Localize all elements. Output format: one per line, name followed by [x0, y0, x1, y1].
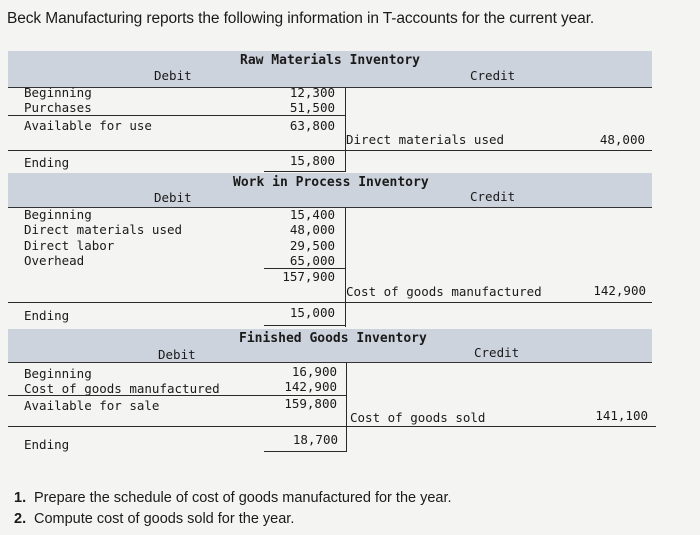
fg-available-label: Available for sale — [24, 398, 160, 413]
raw-ending-divider — [345, 150, 346, 172]
fg-ending-value: 18,700 — [292, 432, 338, 447]
fg-credit-label: Credit — [474, 345, 520, 360]
fg-t-divider — [346, 362, 347, 452]
raw-credit-label: Credit — [470, 68, 516, 83]
wip-title: Work in Process Inventory — [233, 175, 429, 190]
raw-ending-value: 15,800 — [289, 153, 335, 168]
wip-beginning-value: 15,400 — [289, 207, 335, 222]
raw-purchases-label: Purchases — [24, 100, 92, 115]
wip-credit-item-value: 142,900 — [593, 283, 646, 298]
raw-beginning-value: 12,300 — [289, 85, 335, 100]
raw-ending-underline — [264, 171, 345, 172]
raw-available-label: Available for use — [24, 118, 152, 133]
wip-dm-label: Direct materials used — [24, 222, 183, 237]
fg-balance-line — [8, 426, 656, 427]
question-item — [14, 509, 452, 530]
wip-oh-value: 65,000 — [289, 253, 335, 268]
wip-dl-label: Direct labor — [24, 238, 115, 253]
fg-available-value: 159,800 — [284, 396, 337, 411]
wip-credit-item-label: Cost of goods manufactured — [346, 284, 542, 299]
question-text: Compute cost of goods sold for the year. — [34, 511, 295, 527]
fg-debit-label: Debit — [158, 347, 196, 362]
question-list — [14, 488, 452, 530]
fg-ending-label: Ending — [24, 437, 70, 452]
wip-beginning-label: Beginning — [24, 207, 92, 222]
raw-available-value: 63,800 — [289, 118, 335, 133]
fg-ending-underline — [264, 451, 346, 452]
wip-dm-value: 48,000 — [289, 222, 335, 237]
fg-credit-item-label: Cost of goods sold — [350, 410, 486, 425]
raw-debit-label: Debit — [154, 68, 192, 83]
wip-total-value: 157,900 — [282, 269, 335, 284]
question-number: 1. — [14, 490, 27, 506]
question-number: 2. — [14, 511, 27, 527]
wip-credit-label: Credit — [470, 189, 516, 204]
wip-ending-underline — [264, 325, 345, 326]
fg-beginning-value: 16,900 — [291, 364, 337, 379]
wip-t-divider — [345, 207, 346, 327]
raw-beginning-label: Beginning — [24, 85, 92, 100]
raw-subtotal-line — [8, 115, 345, 116]
question-text: Prepare the schedule of cost of goods manufactured for the year. — [34, 490, 452, 506]
wip-oh-label: Overhead — [24, 253, 85, 268]
raw-balance-line — [8, 150, 652, 151]
fg-cogm-label: Cost of goods manufactured — [24, 381, 220, 396]
raw-credit-item-label: Direct materials used — [346, 132, 505, 147]
raw-credit-item-value: 48,000 — [599, 132, 645, 147]
wip-ending-label: Ending — [24, 308, 70, 323]
wip-ending-value: 15,000 — [289, 305, 335, 320]
fg-beginning-label: Beginning — [24, 366, 92, 381]
wip-balance-line — [8, 302, 652, 303]
wip-debit-label: Debit — [154, 190, 192, 205]
raw-title: Raw Materials Inventory — [240, 53, 421, 68]
intro-text: Beck Manufacturing reports the following information in T-accounts for the current year. — [7, 10, 595, 27]
fg-cogm-value: 142,900 — [284, 379, 337, 394]
question-item — [14, 488, 452, 509]
fg-credit-item-value: 141,100 — [595, 408, 648, 423]
raw-purchases-value: 51,500 — [289, 100, 335, 115]
raw-ending-label: Ending — [24, 155, 70, 170]
wip-dl-value: 29,500 — [289, 238, 335, 253]
fg-title: Finished Goods Inventory — [239, 331, 427, 346]
